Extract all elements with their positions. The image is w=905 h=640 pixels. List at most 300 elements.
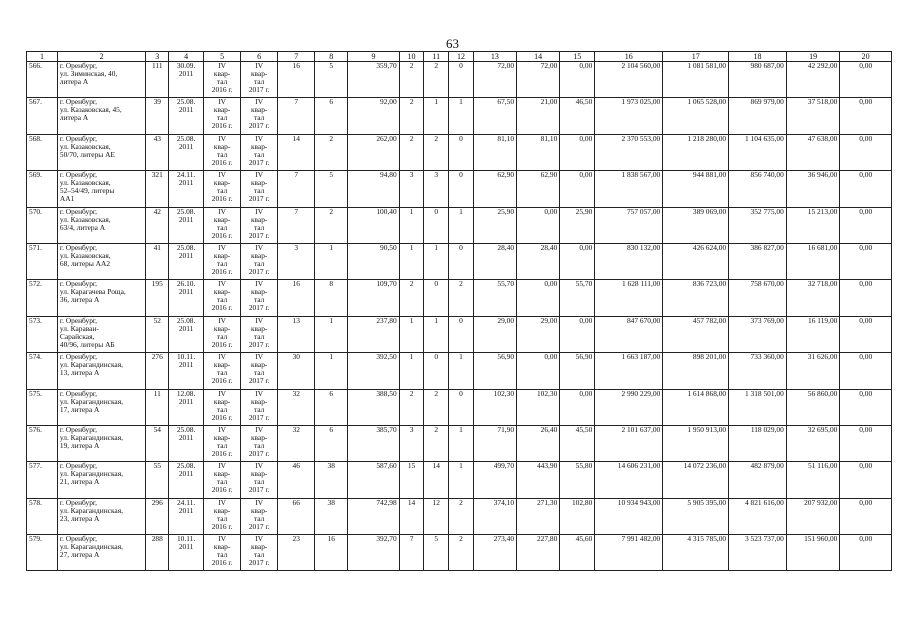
col-15: 0,00: [560, 243, 595, 279]
address: г. Оренбург, ул. Казаковская, 50/70, литеры АЕ: [57, 134, 146, 170]
column-header: 3: [146, 52, 169, 62]
col-11: 1: [424, 316, 449, 352]
plan-end-quarter: IV квар- тал 2017 г.: [241, 498, 278, 534]
row-number: 575.: [27, 389, 58, 425]
col-10: 3: [399, 425, 424, 461]
column-header: 6: [241, 52, 278, 62]
plan-start-quarter: IV квар- тал 2016 г.: [204, 425, 241, 461]
plan-end-quarter: IV квар- тал 2017 г.: [241, 134, 278, 170]
col-10: 1: [399, 207, 424, 243]
col-15: 0,00: [560, 389, 595, 425]
total-cost: 2 370 553,00: [595, 134, 663, 170]
table-row: [27, 316, 892, 352]
col-15: 45,50: [560, 425, 595, 461]
cost-col-20: 0,00: [840, 134, 892, 170]
address: г. Оренбург, ул. Карагандинская, 17, литера А: [57, 389, 146, 425]
column-header: 4: [169, 52, 204, 62]
col-15: 46,50: [560, 98, 595, 134]
area: 742,98: [348, 498, 399, 534]
doc-date: 25.08. 2011: [169, 316, 204, 352]
cost-col-17: 1 614 868,00: [663, 389, 729, 425]
col-15: 0,00: [560, 62, 595, 98]
cost-col-17: 1 218 280,00: [663, 134, 729, 170]
total-cost: 1 838 567,00: [595, 171, 663, 207]
cost-col-18: 373 769,00: [729, 316, 787, 352]
row-number: 574.: [27, 353, 58, 389]
table-row: [27, 98, 892, 134]
cost-col-20: 0,00: [840, 425, 892, 461]
area: 587,60: [348, 462, 399, 498]
cost-col-17: 389 069,00: [663, 207, 729, 243]
cost-col-19: 207 932,00: [786, 498, 840, 534]
cost-col-17: 457 782,00: [663, 316, 729, 352]
row-number: 573.: [27, 316, 58, 352]
col-14: 26,40: [517, 425, 560, 461]
col-15: 56,90: [560, 353, 595, 389]
column-header: 20: [840, 52, 892, 62]
column-header: 2: [57, 52, 146, 62]
col-7: 16: [278, 62, 315, 98]
plan-end-quarter: IV квар- тал 2017 г.: [241, 207, 278, 243]
area: 237,80: [348, 316, 399, 352]
table-row: [27, 134, 892, 170]
col-11: 3: [424, 171, 449, 207]
col-14: 0,00: [517, 280, 560, 316]
cost-col-20: 0,00: [840, 243, 892, 279]
col-8: 38: [315, 498, 348, 534]
cost-col-19: 47 638,00: [786, 134, 840, 170]
col-14: 29,00: [517, 316, 560, 352]
column-header: 9: [348, 52, 399, 62]
col-14: 443,90: [517, 462, 560, 498]
col-7: 46: [278, 462, 315, 498]
cost-col-18: 4 821 616,00: [729, 498, 787, 534]
cost-col-17: 1 065 528,00: [663, 98, 729, 134]
row-number: 576.: [27, 425, 58, 461]
col-13: 67,50: [473, 98, 516, 134]
plan-start-quarter: IV квар- тал 2016 г.: [204, 535, 241, 571]
col-10: 2: [399, 98, 424, 134]
doc-number: 296: [146, 498, 169, 534]
cost-col-20: 0,00: [840, 207, 892, 243]
cost-col-18: 1 318 501,00: [729, 389, 787, 425]
column-header: 11: [424, 52, 449, 62]
col-12: 2: [449, 498, 474, 534]
row-number: 579.: [27, 535, 58, 571]
total-cost: 2 104 560,00: [595, 62, 663, 98]
column-header: 8: [315, 52, 348, 62]
table-row: [27, 243, 892, 279]
housing-data-table: [26, 51, 892, 571]
col-8: 5: [315, 62, 348, 98]
area: 385,70: [348, 425, 399, 461]
col-11: 5: [424, 535, 449, 571]
doc-number: 39: [146, 98, 169, 134]
cost-col-19: 32 695,00: [786, 425, 840, 461]
col-12: 0: [449, 171, 474, 207]
cost-col-19: 15 213,00: [786, 207, 840, 243]
col-10: 2: [399, 62, 424, 98]
cost-col-20: 0,00: [840, 316, 892, 352]
doc-date: 25.08. 2011: [169, 243, 204, 279]
total-cost: 2 101 637,00: [595, 425, 663, 461]
column-header: 1: [27, 52, 58, 62]
col-12: 2: [449, 535, 474, 571]
col-12: 2: [449, 280, 474, 316]
address: г. Оренбург, ул. Казаковская, 52–54/49, литеры АА1: [57, 171, 146, 207]
page-number: 63: [446, 36, 459, 51]
cost-col-17: 5 905 395,00: [663, 498, 729, 534]
area: 388,50: [348, 389, 399, 425]
cost-col-18: 980 687,00: [729, 62, 787, 98]
col-14: 81,10: [517, 134, 560, 170]
plan-end-quarter: IV квар- тал 2017 г.: [241, 62, 278, 98]
col-10: 2: [399, 389, 424, 425]
col-7: 7: [278, 207, 315, 243]
col-14: 62,90: [517, 171, 560, 207]
doc-date: 26.10. 2011: [169, 280, 204, 316]
col-7: 7: [278, 171, 315, 207]
cost-col-18: 733 360,00: [729, 353, 787, 389]
cost-col-18: 758 670,00: [729, 280, 787, 316]
doc-number: 276: [146, 353, 169, 389]
col-10: 7: [399, 535, 424, 571]
col-15: 0,00: [560, 134, 595, 170]
table-row: [27, 425, 892, 461]
total-cost: 1 663 187,00: [595, 353, 663, 389]
plan-end-quarter: IV квар- тал 2017 г.: [241, 462, 278, 498]
doc-number: 55: [146, 462, 169, 498]
column-header: 7: [278, 52, 315, 62]
plan-end-quarter: IV квар- тал 2017 г.: [241, 280, 278, 316]
area: 262,00: [348, 134, 399, 170]
col-12: 0: [449, 62, 474, 98]
col-14: 102,30: [517, 389, 560, 425]
cost-col-20: 0,00: [840, 353, 892, 389]
cost-col-18: 386 827,00: [729, 243, 787, 279]
cost-col-20: 0,00: [840, 98, 892, 134]
cost-col-18: 869 979,00: [729, 98, 787, 134]
col-10: 3: [399, 171, 424, 207]
row-number: 577.: [27, 462, 58, 498]
doc-number: 41: [146, 243, 169, 279]
cost-col-17: 4 315 785,00: [663, 535, 729, 571]
cost-col-18: 856 740,00: [729, 171, 787, 207]
col-12: 1: [449, 98, 474, 134]
col-11: 2: [424, 62, 449, 98]
col-8: 16: [315, 535, 348, 571]
col-14: 0,00: [517, 207, 560, 243]
address: г. Оренбург, ул. Карагандинская, 21, литера А: [57, 462, 146, 498]
doc-date: 30.09. 2011: [169, 62, 204, 98]
row-number: 571.: [27, 243, 58, 279]
col-11: 1: [424, 98, 449, 134]
col-12: 0: [449, 389, 474, 425]
doc-number: 52: [146, 316, 169, 352]
table-row: [27, 280, 892, 316]
col-15: 55,70: [560, 280, 595, 316]
total-cost: 2 990 229,00: [595, 389, 663, 425]
column-header: 19: [786, 52, 840, 62]
cost-col-19: 31 626,00: [786, 353, 840, 389]
address: г. Оренбург, ул. Зиминская, 40, литера А: [57, 62, 146, 98]
plan-start-quarter: IV квар- тал 2016 г.: [204, 62, 241, 98]
address: г. Оренбург, ул. Казаковская, 45, литера А: [57, 98, 146, 134]
address: г. Оренбург, ул. Карагандинская, 19, литера А: [57, 425, 146, 461]
column-header: 10: [399, 52, 424, 62]
doc-number: 11: [146, 389, 169, 425]
col-13: 71,90: [473, 425, 516, 461]
address: г. Оренбург, ул. Карагандинская, 13, литера А: [57, 353, 146, 389]
col-8: 2: [315, 207, 348, 243]
column-header: 16: [595, 52, 663, 62]
col-8: 6: [315, 389, 348, 425]
table-row: [27, 498, 892, 534]
cost-col-19: 16 119,00: [786, 316, 840, 352]
doc-date: 25.08. 2011: [169, 134, 204, 170]
col-13: 25,90: [473, 207, 516, 243]
area: 100,40: [348, 207, 399, 243]
row-number: 566.: [27, 62, 58, 98]
doc-date: 12.08. 2011: [169, 389, 204, 425]
doc-number: 195: [146, 280, 169, 316]
table-row: [27, 171, 892, 207]
doc-date: 25.08. 2011: [169, 207, 204, 243]
cost-col-19: 151 960,00: [786, 535, 840, 571]
col-11: 0: [424, 280, 449, 316]
column-header: 18: [729, 52, 787, 62]
cost-col-18: 482 879,00: [729, 462, 787, 498]
area: 359,70: [348, 62, 399, 98]
column-header: 5: [204, 52, 241, 62]
col-8: 1: [315, 316, 348, 352]
col-8: 6: [315, 425, 348, 461]
doc-number: 54: [146, 425, 169, 461]
col-7: 13: [278, 316, 315, 352]
row-number: 567.: [27, 98, 58, 134]
col-10: 14: [399, 498, 424, 534]
plan-start-quarter: IV квар- тал 2016 г.: [204, 98, 241, 134]
cost-col-19: 42 292,00: [786, 62, 840, 98]
cost-col-18: 1 104 635,00: [729, 134, 787, 170]
cost-col-20: 0,00: [840, 171, 892, 207]
col-8: 1: [315, 243, 348, 279]
col-12: 0: [449, 243, 474, 279]
address: г. Оренбург, ул. Карагандинская, 23, литера А: [57, 498, 146, 534]
cost-col-20: 0,00: [840, 462, 892, 498]
col-13: 81,10: [473, 134, 516, 170]
cost-col-17: 426 624,00: [663, 243, 729, 279]
col-14: 72,00: [517, 62, 560, 98]
cost-col-19: 36 946,00: [786, 171, 840, 207]
col-12: 0: [449, 134, 474, 170]
col-7: 16: [278, 280, 315, 316]
col-7: 66: [278, 498, 315, 534]
column-header: 17: [663, 52, 729, 62]
cost-col-19: 16 681,00: [786, 243, 840, 279]
col-7: 3: [278, 243, 315, 279]
plan-end-quarter: IV квар- тал 2017 г.: [241, 98, 278, 134]
col-12: 1: [449, 462, 474, 498]
total-cost: 14 606 231,00: [595, 462, 663, 498]
cost-col-19: 51 116,00: [786, 462, 840, 498]
doc-date: 24.11. 2011: [169, 498, 204, 534]
col-8: 1: [315, 353, 348, 389]
col-8: 2: [315, 134, 348, 170]
col-7: 32: [278, 389, 315, 425]
row-number: 568.: [27, 134, 58, 170]
table-row: [27, 207, 892, 243]
col-8: 38: [315, 462, 348, 498]
column-number-row: [27, 52, 892, 62]
col-13: 55,70: [473, 280, 516, 316]
cost-col-17: 1 950 913,00: [663, 425, 729, 461]
col-12: 1: [449, 353, 474, 389]
plan-start-quarter: IV квар- тал 2016 г.: [204, 316, 241, 352]
col-11: 1: [424, 243, 449, 279]
col-13: 29,00: [473, 316, 516, 352]
table-row: [27, 535, 892, 571]
doc-number: 42: [146, 207, 169, 243]
cost-col-20: 0,00: [840, 535, 892, 571]
address: г. Оренбург, ул. Казаковская, 68, литеры АА2: [57, 243, 146, 279]
total-cost: 10 934 943,00: [595, 498, 663, 534]
cost-col-17: 944 881,00: [663, 171, 729, 207]
doc-number: 111: [146, 62, 169, 98]
col-14: 0,00: [517, 353, 560, 389]
plan-end-quarter: IV квар- тал 2017 г.: [241, 425, 278, 461]
column-header: 15: [560, 52, 595, 62]
cost-col-18: 118 029,00: [729, 425, 787, 461]
col-15: 55,80: [560, 462, 595, 498]
row-number: 572.: [27, 280, 58, 316]
col-11: 2: [424, 389, 449, 425]
doc-number: 288: [146, 535, 169, 571]
table-row: [27, 389, 892, 425]
plan-start-quarter: IV квар- тал 2016 г.: [204, 243, 241, 279]
col-8: 5: [315, 171, 348, 207]
col-13: 72,00: [473, 62, 516, 98]
cost-col-20: 0,00: [840, 280, 892, 316]
plan-end-quarter: IV квар- тал 2017 г.: [241, 171, 278, 207]
plan-start-quarter: IV квар- тал 2016 г.: [204, 134, 241, 170]
table-row: [27, 353, 892, 389]
area: 92,00: [348, 98, 399, 134]
col-13: 56,90: [473, 353, 516, 389]
doc-date: 25.08. 2011: [169, 98, 204, 134]
col-13: 374,10: [473, 498, 516, 534]
plan-start-quarter: IV квар- тал 2016 г.: [204, 498, 241, 534]
address: г. Оренбург, ул. Карагачева Роща, 36, литера А: [57, 280, 146, 316]
doc-date: 10.11. 2011: [169, 535, 204, 571]
col-12: 1: [449, 207, 474, 243]
col-7: 14: [278, 134, 315, 170]
col-15: 45,60: [560, 535, 595, 571]
plan-start-quarter: IV квар- тал 2016 г.: [204, 353, 241, 389]
row-number: 570.: [27, 207, 58, 243]
address: г. Оренбург, ул. Караван- Сарайская, 40/96, литеры АБ: [57, 316, 146, 352]
col-7: 32: [278, 425, 315, 461]
cost-col-17: 1 081 581,00: [663, 62, 729, 98]
col-11: 2: [424, 425, 449, 461]
col-15: 25,90: [560, 207, 595, 243]
row-number: 578.: [27, 498, 58, 534]
col-10: 15: [399, 462, 424, 498]
row-number: 569.: [27, 171, 58, 207]
address: г. Оренбург, ул. Карагандинская, 27, литера А: [57, 535, 146, 571]
total-cost: 1 628 111,00: [595, 280, 663, 316]
area: 109,70: [348, 280, 399, 316]
col-10: 1: [399, 243, 424, 279]
plan-start-quarter: IV квар- тал 2016 г.: [204, 171, 241, 207]
col-14: 21,00: [517, 98, 560, 134]
total-cost: 830 132,00: [595, 243, 663, 279]
col-8: 8: [315, 280, 348, 316]
col-15: 0,00: [560, 171, 595, 207]
col-14: 227,80: [517, 535, 560, 571]
col-7: 30: [278, 353, 315, 389]
total-cost: 757 057,00: [595, 207, 663, 243]
cost-col-17: 898 201,00: [663, 353, 729, 389]
plan-end-quarter: IV квар- тал 2017 г.: [241, 389, 278, 425]
cost-col-19: 32 718,00: [786, 280, 840, 316]
area: 392,70: [348, 535, 399, 571]
total-cost: 7 991 482,00: [595, 535, 663, 571]
doc-date: 10.11. 2011: [169, 353, 204, 389]
cost-col-20: 0,00: [840, 498, 892, 534]
plan-start-quarter: IV квар- тал 2016 г.: [204, 207, 241, 243]
plan-end-quarter: IV квар- тал 2017 г.: [241, 535, 278, 571]
plan-end-quarter: IV квар- тал 2017 г.: [241, 243, 278, 279]
col-15: 0,00: [560, 316, 595, 352]
doc-number: 321: [146, 171, 169, 207]
cost-col-17: 836 723,00: [663, 280, 729, 316]
col-8: 6: [315, 98, 348, 134]
column-header: 12: [449, 52, 474, 62]
col-12: 1: [449, 425, 474, 461]
col-14: 271,30: [517, 498, 560, 534]
plan-start-quarter: IV квар- тал 2016 г.: [204, 462, 241, 498]
table-row: [27, 462, 892, 498]
col-10: 1: [399, 353, 424, 389]
col-14: 28,40: [517, 243, 560, 279]
area: 392,50: [348, 353, 399, 389]
col-13: 62,90: [473, 171, 516, 207]
doc-date: 24.11. 2011: [169, 171, 204, 207]
doc-number: 43: [146, 134, 169, 170]
col-13: 273,40: [473, 535, 516, 571]
col-10: 1: [399, 316, 424, 352]
col-10: 2: [399, 280, 424, 316]
cost-col-18: 352 775,00: [729, 207, 787, 243]
col-7: 7: [278, 98, 315, 134]
total-cost: 847 670,00: [595, 316, 663, 352]
table-row: [27, 62, 892, 98]
col-11: 12: [424, 498, 449, 534]
col-13: 499,70: [473, 462, 516, 498]
col-11: 0: [424, 207, 449, 243]
cost-col-18: 3 523 737,00: [729, 535, 787, 571]
total-cost: 1 973 025,00: [595, 98, 663, 134]
col-15: 102,80: [560, 498, 595, 534]
plan-start-quarter: IV квар- тал 2016 г.: [204, 280, 241, 316]
col-10: 2: [399, 134, 424, 170]
col-11: 2: [424, 134, 449, 170]
col-13: 102,30: [473, 389, 516, 425]
column-header: 14: [517, 52, 560, 62]
plan-start-quarter: IV квар- тал 2016 г.: [204, 389, 241, 425]
area: 94,80: [348, 171, 399, 207]
